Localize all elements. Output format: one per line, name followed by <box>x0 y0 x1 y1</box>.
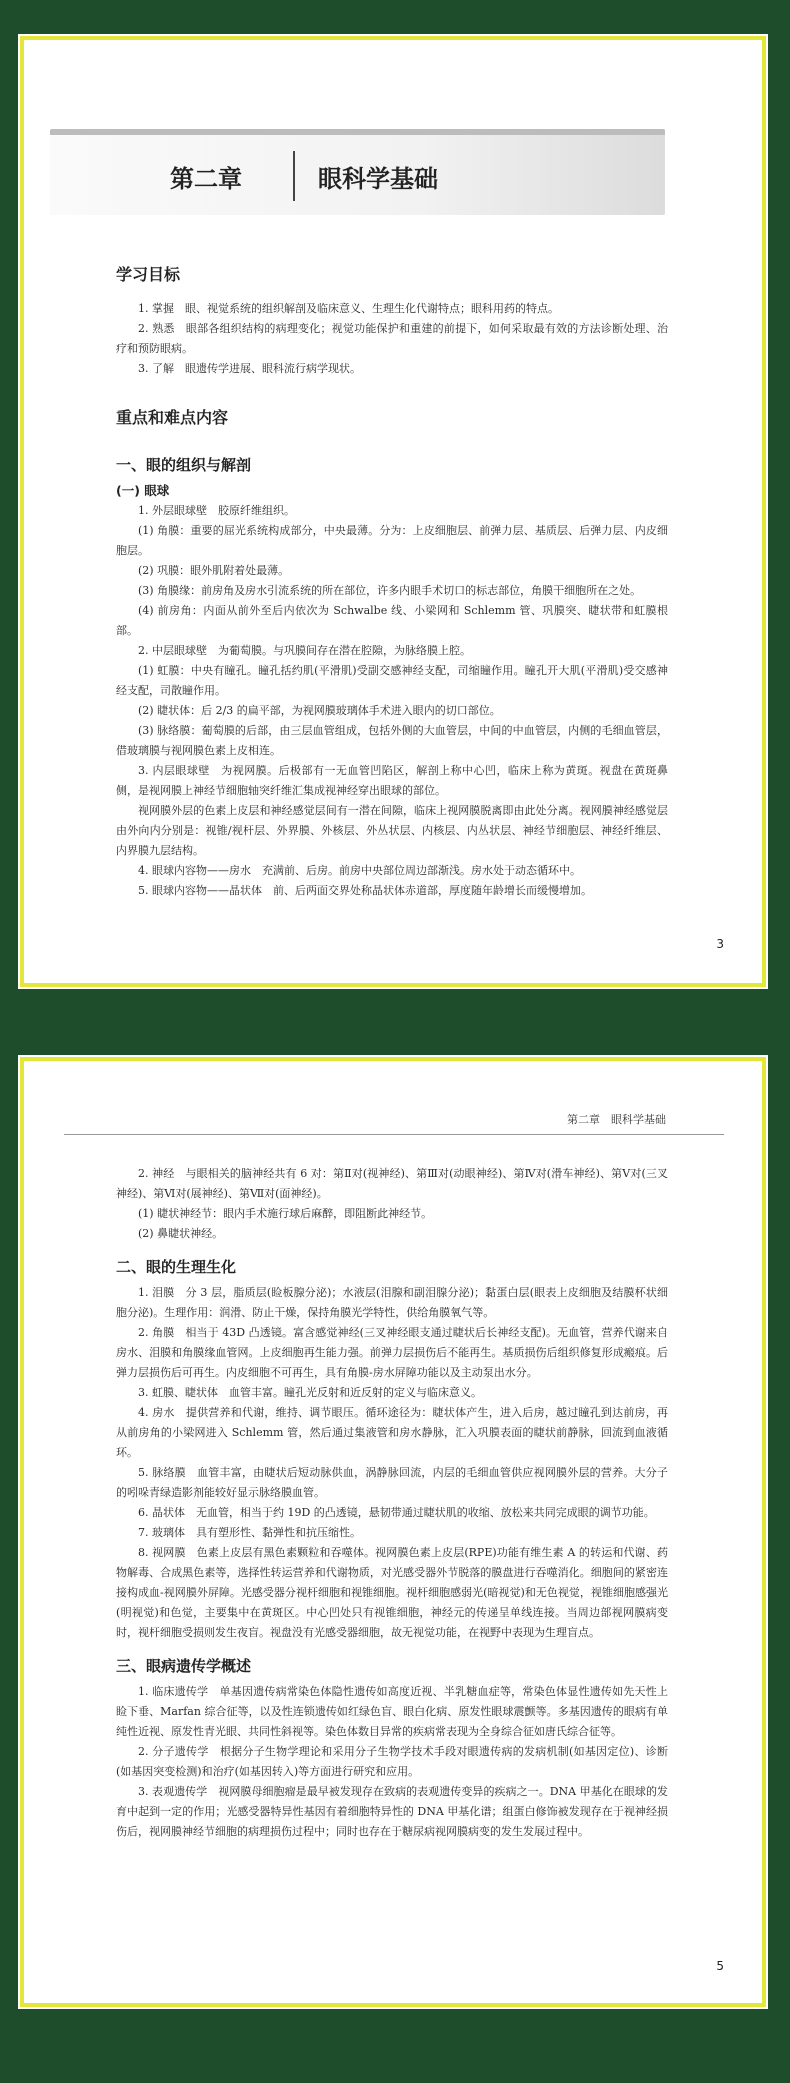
body-paragraph: 2. 分子遗传学 根据分子生物学理论和采用分子生物学技术手段对眼遗传病的发病机制(如基因定位)、诊断(如基因突变检测)和治疗(如基因转入)等方面进行研究和应用。 <box>116 1745 668 1778</box>
body-paragraph: (1) 睫状神经节：眼内手术施行球后麻醉，即阻断此神经节。 <box>138 1207 433 1220</box>
body-paragraph: 4. 房水 提供营养和代谢，维持、调节眼压。循环途径为：睫状体产生，进入后房，越过瞳孔到达前房，再从前房角的小梁网进入 Schlemm 管，然后通过集液管和房水静脉，汇入巩膜表面的睫状前静脉，回流到血液循环。 <box>116 1406 668 1459</box>
body-paragraph: 5. 脉络膜 血管丰富，由睫状后短动脉供血，涡静脉回流，内层的毛细血管供应视网膜外层的营养。大分子的吲哚青绿造影剂能较好显示脉络膜血管。 <box>116 1466 668 1499</box>
body-paragraph: 3. 虹膜、睫状体 血管丰富。瞳孔光反射和近反射的定义与临床意义。 <box>138 1386 482 1399</box>
body-paragraph: (1) 角膜：重要的屈光系统构成部分，中央最薄。分为：上皮细胞层、前弹力层、基质层、后弹力层、内皮细胞层。 <box>116 524 668 557</box>
running-head: 第二章 眼科学基础 <box>567 1113 666 1126</box>
body-paragraph: 4. 眼球内容物——房水 充满前、后房。前房中央部位周边部渐浅。房水处于动态循环中。 <box>138 864 581 877</box>
page-number: 3 <box>716 937 724 951</box>
body-paragraph: 视网膜外层的色素上皮层和神经感觉层间有一潜在间隙，临床上视网膜脱离即由此处分离。视网膜神经感觉层由外向内分别是：视锥/视杆层、外界膜、外核层、外丛状层、内核层、内丛状层、神经节细胞层、神经纤维层、内界膜九层结构。 <box>116 804 668 857</box>
body-paragraph: (3) 脉络膜：葡萄膜的后部，由三层血管组成，包括外侧的大血管层，中间的中血管层，内侧的毛细血管层，借玻璃膜与视网膜色素上皮相连。 <box>116 724 668 757</box>
body-paragraph: 2. 神经 与眼相关的脑神经共有 6 对：第Ⅱ对(视神经)、第Ⅲ对(动眼神经)、第Ⅳ对(滑车神经)、第Ⅴ对(三叉神经)、第Ⅵ对(展神经)、第Ⅶ对(面神经)。 <box>116 1167 668 1200</box>
body-paragraph: 2. 角膜 相当于 43D 凸透镜。富含感觉神经(三叉神经眼支通过睫状后长神经支配)。无血管，营养代谢来自房水、泪膜和角膜缘血管网。上皮细胞再生能力强。前弹力层损伤后不能再生。基质损伤后组织修复形成瘢痕。后弹力层损伤后可再生。内皮细胞不可再生，具有角膜-房水屏障功能以及主动泵出水分。 <box>116 1326 668 1379</box>
chapter-title: 眼科学基础 <box>318 165 438 193</box>
body-paragraph: 5. 眼球内容物——晶状体 前、后两面交界处称晶状体赤道部，厚度随年龄增长而缓慢增加。 <box>138 884 592 897</box>
body-paragraph: 1. 泪膜 分 3 层，脂质层(睑板腺分泌)；水液层(泪腺和副泪腺分泌)；黏蛋白层(眼表上皮细胞及结膜杯状细胞分泌)。生理作用：润滑、防止干燥，保持角膜光学特性，供给角膜氧气等。 <box>116 1286 668 1319</box>
chapter-banner <box>50 129 665 215</box>
objective-item: 2. 熟悉 眼部各组织结构的病理变化；视觉功能保护和重建的前提下，如何采取最有效的方法诊断处理、治疗和预防眼病。 <box>116 322 668 355</box>
chapter-divider <box>293 151 295 201</box>
section-heading-genetics: 三、眼病遗传学概述 <box>116 1657 252 1675</box>
body-paragraph: 1. 外层眼球壁 胶原纤维组织。 <box>138 504 295 517</box>
body-paragraph: (1) 虹膜：中央有瞳孔。瞳孔括约肌(平滑肌)受副交感神经支配，司缩瞳作用。瞳孔开大肌(平滑肌)受交感神经支配，司散瞳作用。 <box>116 664 668 697</box>
section-heading-anatomy: 一、眼的组织与解剖 <box>116 456 252 474</box>
body-paragraph: (2) 巩膜：眼外肌附着处最薄。 <box>138 564 290 577</box>
objective-item: 1. 掌握 眼、视觉系统的组织解剖及临床意义、生理生化代谢特点；眼科用药的特点。 <box>138 302 559 315</box>
body-paragraph: (3) 角膜缘：前房角及房水引流系统的所在部位，许多内眼手术切口的标志部位，角膜干细胞所在之处。 <box>138 584 642 597</box>
header-rule <box>64 1134 724 1135</box>
page-number: 5 <box>716 1959 724 1973</box>
page-3-content <box>116 262 668 901</box>
body-paragraph: 2. 中层眼球壁 为葡萄膜。与巩膜间存在潜在腔隙，为脉络膜上腔。 <box>138 644 471 657</box>
body-paragraph: (2) 鼻睫状神经。 <box>138 1227 224 1240</box>
body-paragraph: 6. 晶状体 无血管，相当于约 19D 的凸透镜，悬韧带通过睫状肌的收缩、放松来共同完成眼的调节功能。 <box>138 1506 655 1519</box>
body-paragraph: (4) 前房角：内面从前外至后内依次为 Schwalbe 线、小梁网和 Schlemm 管、巩膜突、睫状带和虹膜根部。 <box>116 604 668 637</box>
body-paragraph: 7. 玻璃体 具有塑形性、黏弹性和抗压缩性。 <box>138 1526 361 1539</box>
page-5-content <box>116 1164 668 1842</box>
section-heading-physiology: 二、眼的生理生化 <box>116 1258 237 1276</box>
objectives-heading: 学习目标 <box>116 265 181 284</box>
body-paragraph: 8. 视网膜 色素上皮层有黑色素颗粒和吞噬体。视网膜色素上皮层(RPE)功能有维生素 A 的转运和代谢、药物解毒、合成黑色素等，选择性转运营养和代谢物质，对光感受器外节脱落的膜盘进行吞噬消化。细胞间的紧密连接构成血-视网膜外屏障。光感受器分视杆细胞和视锥细胞。视杆细胞感弱光(暗视觉)和无色视觉，视锥细胞感强光(明视觉)和色觉，主要集中在黄斑区。中心凹处只有视锥细胞，神经元的传递呈单线连接。当周边部视网膜病变时，视杆细胞受损则发生夜盲。视盘没有光感受器细胞，故无视觉功能，在视野中表现为生理盲点。 <box>116 1546 668 1639</box>
book-page-3 <box>20 36 766 987</box>
body-paragraph: (2) 睫状体：后 2/3 的扁平部，为视网膜玻璃体手术进入眼内的切口部位。 <box>138 704 501 717</box>
book-page-5 <box>20 1057 766 2007</box>
body-paragraph: 1. 临床遗传学 单基因遗传病常染色体隐性遗传如高度近视、半乳糖血症等，常染色体显性遗传如先天性上睑下垂、Marfan 综合征等，以及性连锁遗传如红绿色盲、眼白化病、原发性眼球震颤等。多基因遗传的眼病有单纯性近视、原发性青光眼、共同性斜视等。染色体数目异常的疾病常表现为全身综合征如唐氏综合征等。 <box>116 1685 668 1738</box>
key-points-heading: 重点和难点内容 <box>116 408 229 427</box>
subsection-heading-eyeball: (一) 眼球 <box>116 483 170 498</box>
body-paragraph: 3. 表观遗传学 视网膜母细胞瘤是最早被发现存在致病的表观遗传变异的疾病之一。DNA 甲基化在眼球的发育中起到一定的作用；光感受器特异性基因有着细胞特异性的 DNA 甲基化谱；组蛋白修饰被发现存在于视神经损伤后，视网膜神经节细胞的病理损伤过程中；同时也存在于糖尿病视网膜病变的发生发展过程中。 <box>116 1785 668 1838</box>
objective-item: 3. 了解 眼遗传学进展、眼科流行病学现状。 <box>138 362 361 375</box>
body-paragraph: 3. 内层眼球壁 为视网膜。后极部有一无血管凹陷区，解剖上称中心凹，临床上称为黄斑。视盘在黄斑鼻侧，是视网膜上神经节细胞轴突纤维汇集成视神经穿出眼球的部位。 <box>116 764 668 797</box>
chapter-number: 第二章 <box>170 165 242 193</box>
